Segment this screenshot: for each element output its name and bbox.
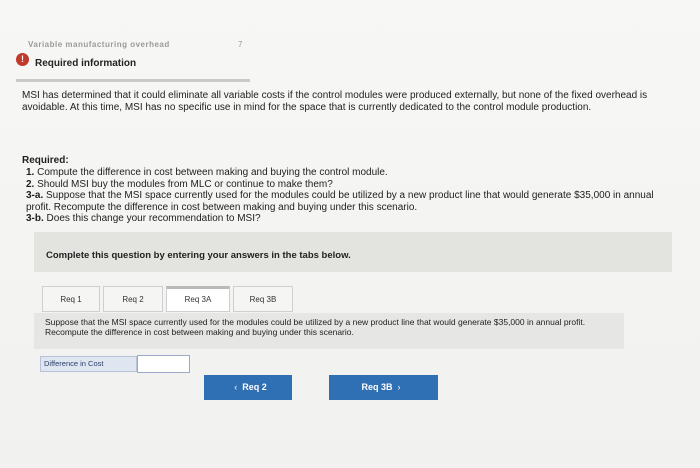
requirement-item: 3-b. Does this change your recommendation to MSI?: [26, 213, 261, 224]
required-information-heading[interactable]: Required information: [35, 58, 137, 69]
tick-mark: 7: [238, 40, 243, 49]
intro-paragraph: MSI has determined that it could eliminate all variable costs if the control modules were produced externally, but none of the fixed overhead is avoidable. At this time, MSI has no specific use in mind for the space that is currently dedicated to the control module production.: [22, 90, 648, 113]
header-divider: [16, 79, 250, 82]
tab-req-3b[interactable]: Req 3B: [233, 286, 293, 312]
instructions-panel: [34, 232, 672, 272]
chevron-right-icon: ›: [397, 382, 401, 392]
instructions-text: Complete this question by entering your answers in the tabs below.: [46, 250, 351, 261]
faded-section-title: Variable manufacturing overhead: [28, 40, 170, 49]
difference-in-cost-label: Difference in Cost: [40, 356, 137, 372]
tab-content-text: Suppose that the MSI space currently used for the modules could be utilized by a new product line that would generate $35,000 in annual profit. Recompute the difference in cost between making and buying under this scenario.: [45, 317, 586, 337]
chevron-left-icon: ‹: [234, 382, 238, 392]
tab-req-2[interactable]: Req 2: [103, 286, 163, 312]
tab-req-1[interactable]: Req 1: [42, 286, 100, 312]
requirement-item: 1. Compute the difference in cost between making and buying the control module.: [26, 167, 388, 178]
tab-content: [34, 313, 624, 349]
next-req-3b-button[interactable]: Req 3B ›: [329, 375, 438, 400]
difference-in-cost-input[interactable]: [137, 355, 190, 373]
requirement-item: 2. Should MSI buy the modules from MLC or continue to make them?: [26, 178, 333, 190]
requirement-item: 3-a. Suppose that the MSI space currently used for the modules could be utilized by a new product line that would generate $35,000 in annual profit. Recompute the difference in cost between making and buying under this scenario.: [26, 190, 654, 213]
requirements-list: [26, 167, 676, 225]
tab-req-3a[interactable]: Req 3A: [166, 286, 230, 312]
info-alert-icon: !: [16, 53, 29, 66]
prev-req-2-button[interactable]: ‹ Req 2: [204, 375, 292, 400]
required-heading: Required:: [22, 155, 69, 166]
